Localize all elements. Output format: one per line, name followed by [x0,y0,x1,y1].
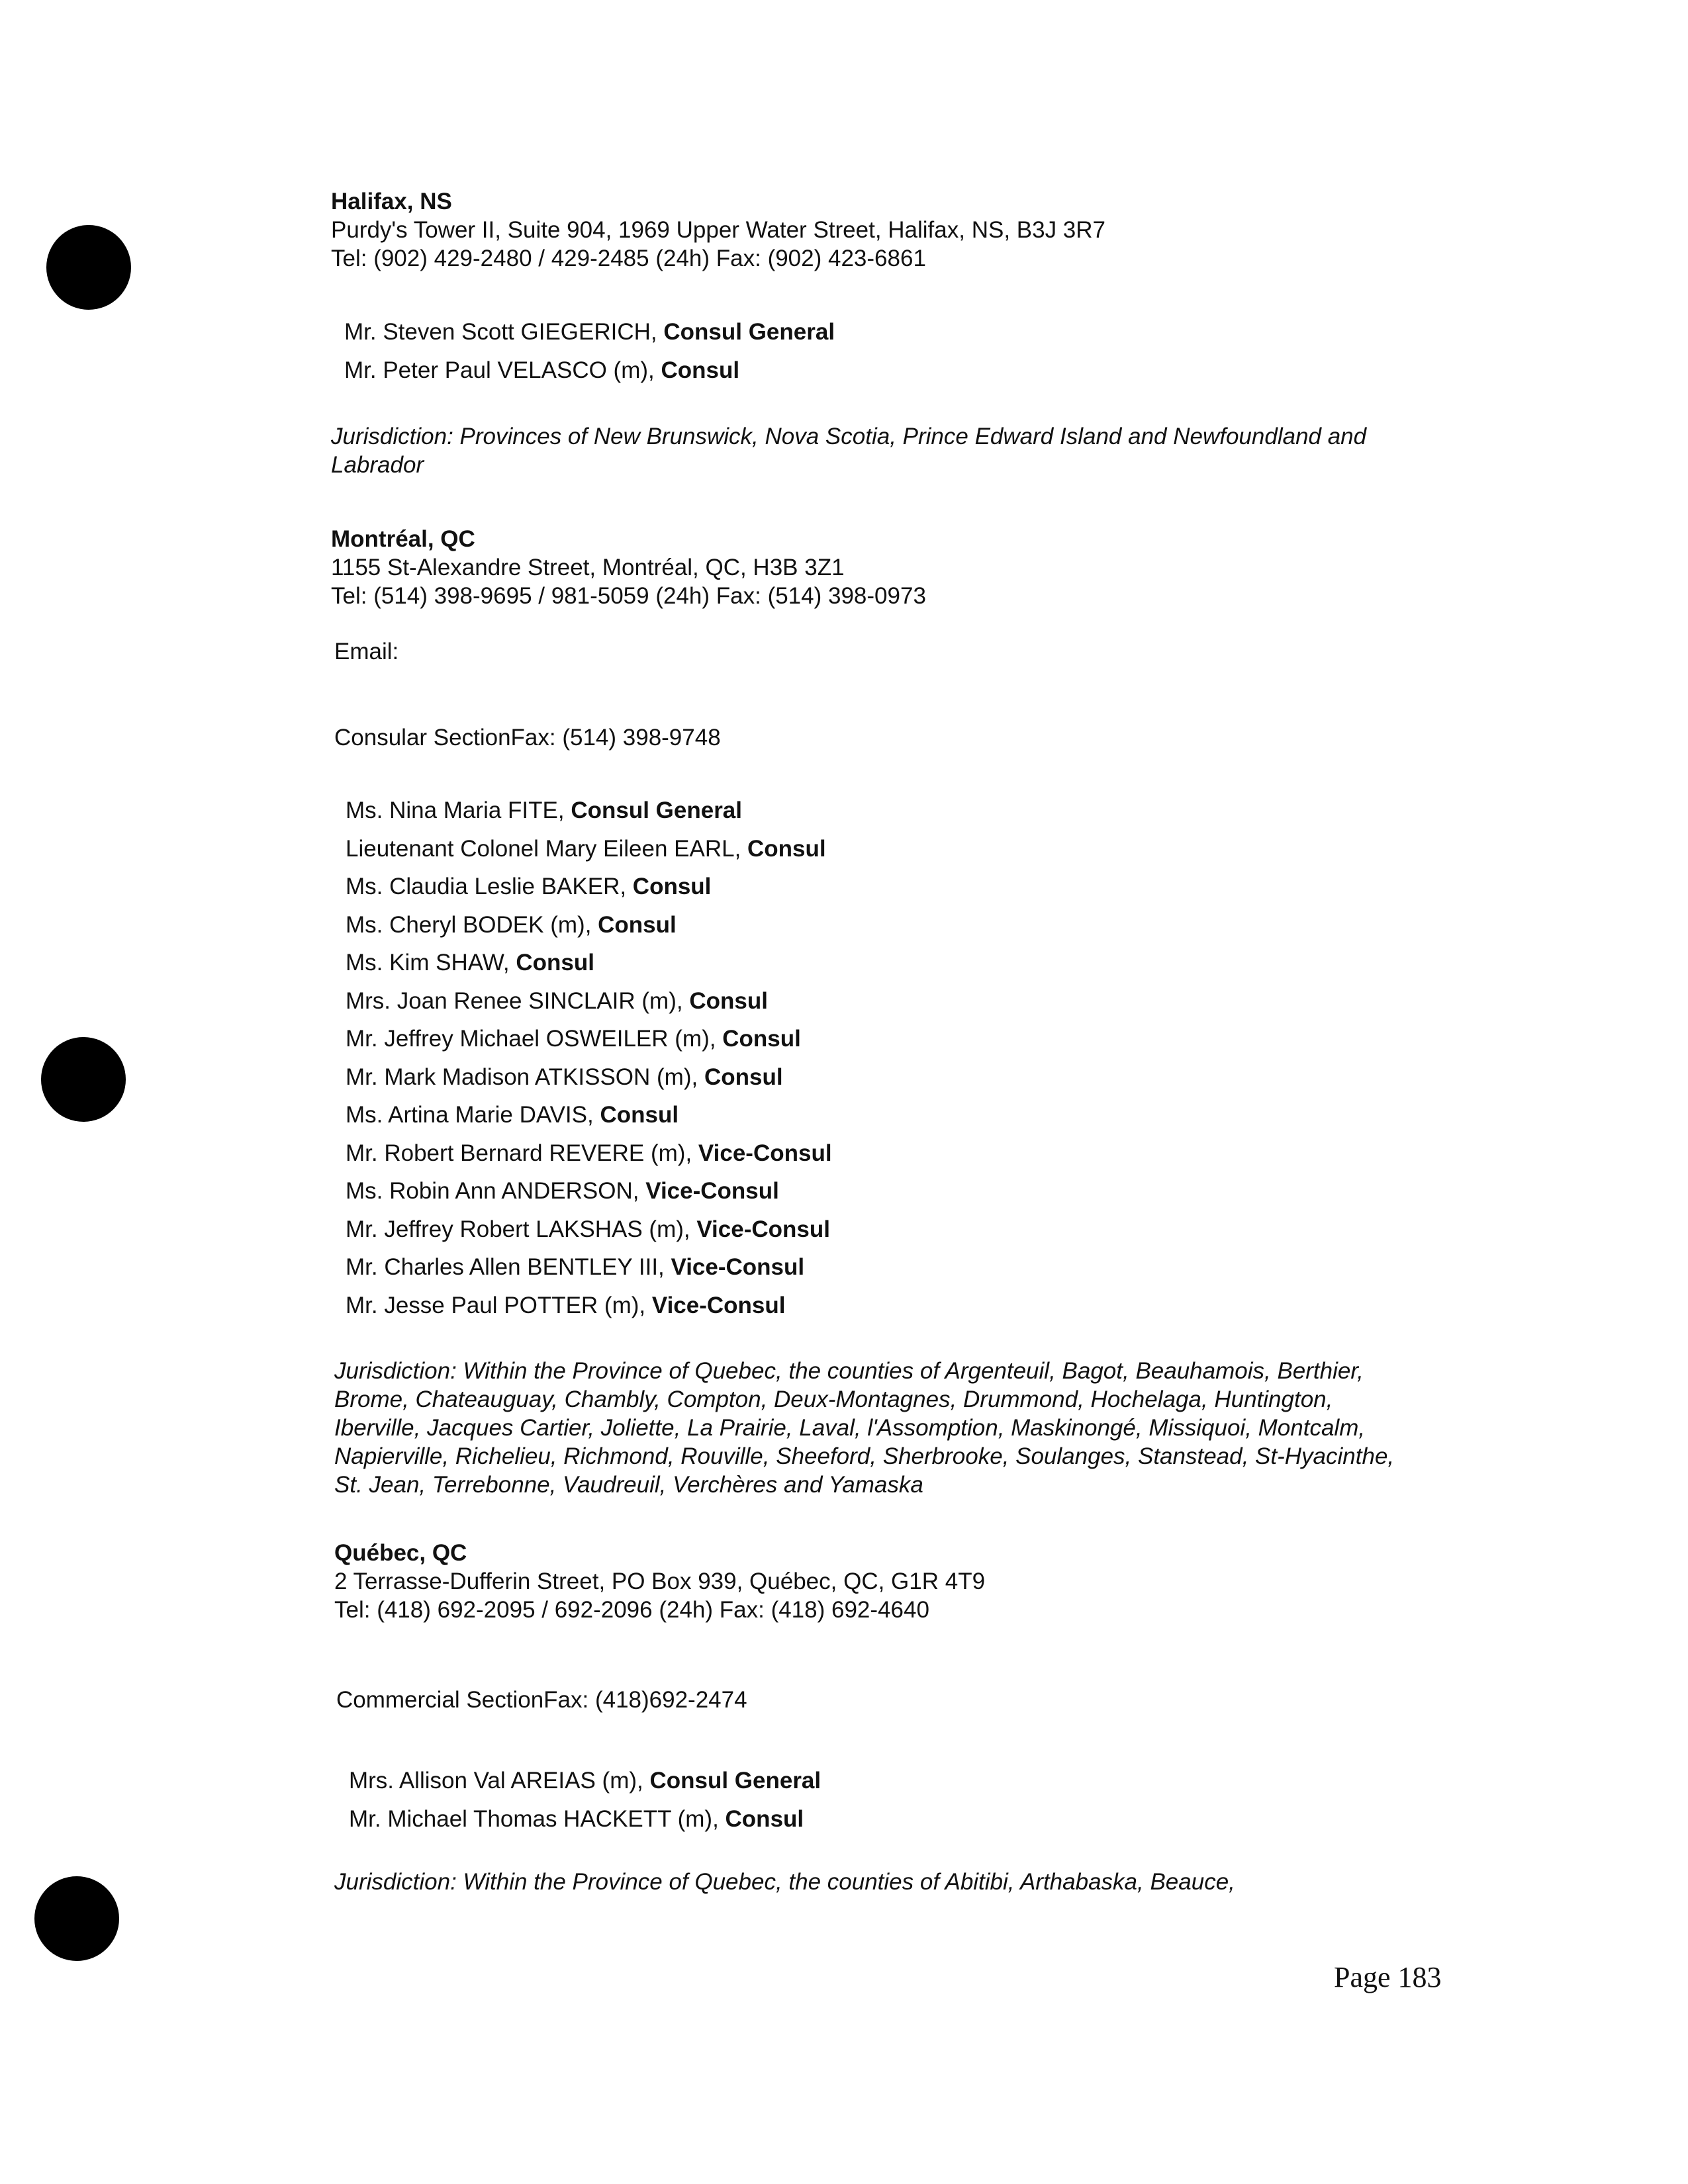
staff-member [346,792,832,830]
office-quebec-header [334,1539,985,1624]
staff-name: Mr. Charles Allen BENTLEY III, [346,1254,671,1280]
staff-title: Consul [516,950,594,976]
staff-name: Mrs. Joan Renee SINCLAIR (m), [346,987,690,1014]
office-email: Email: [334,639,399,664]
office-phone: Tel: (418) 692-2095 / 692-2096 (24h) Fax: (418) 692-4640 [334,1597,929,1623]
staff-title: Consul [600,1102,679,1128]
staff-title: Consul General [649,1768,821,1794]
office-phone: Tel: (514) 398-9695 / 981-5059 (24h) Fax: (514) 398-0973 [331,583,926,609]
staff-member [346,1020,832,1058]
jurisdiction-montreal: Jurisdiction: Within the Province of Quebec, the counties of Argenteuil, Bagot, Beauhamois, Berthier, Brome, Chateauguay, Chambly, Compton, Deux-Montagnes, Drummond, Hochelaga, Huntington, Iberville, Jacques Cartier, Joliette, La Prairie, Laval, l'Assomption, Maskinongé, Missiquoi, Montcalm, Napierville, Richelieu, Richmond, Rouville, Sheeford, Sherbrooke, Soulanges, Stanstead, St-Hyacinthe, St. Jean, Terrebonne, Vaudreuil, Verchères and Yamaska [334,1358,1395,1498]
staff-member [349,1762,821,1800]
staff-name: Lieutenant Colonel Mary Eileen EARL, [346,835,748,862]
staff-name: Ms. Kim SHAW, [346,950,516,976]
staff-name: Mr. Jeffrey Robert LAKSHAS (m), [346,1216,697,1242]
staff-title: Consul [725,1805,804,1832]
staff-title: Consul [704,1064,783,1090]
staff-name: Mr. Jeffrey Michael OSWEILER (m), [346,1026,723,1052]
office-title: Montréal, QC [331,526,475,552]
staff-list-halifax [344,313,835,389]
staff-member [346,1096,832,1134]
staff-member [346,830,832,868]
staff-name: Ms. Cheryl BODEK (m), [346,911,598,938]
staff-name: Mr. Peter Paul VELASCO (m), [344,357,661,383]
staff-list-quebec [349,1762,821,1838]
staff-member [344,351,835,390]
office-montreal-header [331,525,926,610]
staff-name: Mr. Jesse Paul POTTER (m), [346,1292,652,1318]
staff-member [346,982,832,1021]
office-address: Purdy's Tower II, Suite 904, 1969 Upper Water Street, Halifax, NS, B3J 3R7 [331,217,1106,243]
punch-hole-top [46,225,131,310]
staff-title: Vice-Consul [698,1140,832,1166]
staff-name: Mr. Robert Bernard REVERE (m), [346,1140,698,1166]
staff-title: Vice-Consul [651,1292,786,1318]
staff-title: Vice-Consul [671,1254,805,1280]
staff-member [346,1172,832,1210]
staff-member [346,868,832,906]
staff-title: Consul [632,874,712,899]
consular-section-fax: Consular SectionFax: (514) 398-9748 [334,725,721,751]
staff-member [346,906,832,944]
staff-title: Consul [747,835,826,862]
staff-member [344,313,835,351]
staff-member [346,1210,832,1249]
staff-title: Vice-Consul [696,1216,830,1242]
staff-member [349,1800,821,1839]
staff-title: Consul [689,987,768,1014]
staff-member [346,1287,832,1325]
office-address: 2 Terrasse-Dufferin Street, PO Box 939, Québec, QC, G1R 4T9 [334,1569,986,1594]
staff-title: Consul [598,911,677,938]
office-title: Halifax, NS [331,189,452,214]
staff-list-montreal [346,792,832,1324]
staff-name: Mrs. Allison Val AREIAS (m), [349,1768,650,1794]
jurisdiction-quebec: Jurisdiction: Within the Province of Quebec, the counties of Abitibi, Arthabaska, Beauce, [334,1869,1235,1895]
staff-member [346,1248,832,1287]
jurisdiction-halifax: Jurisdiction: Provinces of New Brunswick, Nova Scotia, Prince Edward Island and Newfoundland and Labrador [331,424,1367,478]
staff-title: Vice-Consul [645,1178,779,1204]
staff-member [346,1134,832,1173]
office-halifax-header [331,187,1105,273]
staff-name: Ms. Robin Ann ANDERSON, [346,1178,646,1204]
staff-name: Ms. Nina Maria FITE, [346,797,571,823]
staff-title: Consul [722,1026,801,1052]
staff-title: Consul General [663,319,835,345]
staff-member [346,1058,832,1097]
staff-name: Mr. Steven Scott GIEGERICH, [344,319,664,345]
staff-title: Consul General [571,797,742,823]
commercial-section-fax: Commercial SectionFax: (418)692-2474 [336,1687,747,1713]
staff-title: Consul [661,357,740,383]
staff-member [346,944,832,982]
office-phone: Tel: (902) 429-2480 / 429-2485 (24h) Fax: (902) 423-6861 [331,246,926,271]
punch-hole-bottom [34,1876,119,1961]
staff-name: Mr. Michael Thomas HACKETT (m), [349,1805,726,1832]
page-number: Page 183 [1334,1961,1442,1993]
punch-hole-middle [41,1037,126,1122]
office-title: Québec, QC [334,1540,467,1566]
staff-name: Ms. Claudia Leslie BAKER, [346,874,633,899]
office-address: 1155 St-Alexandre Street, Montréal, QC, H3B 3Z1 [331,555,845,580]
staff-name: Ms. Artina Marie DAVIS, [346,1102,600,1128]
staff-name: Mr. Mark Madison ATKISSON (m), [346,1064,704,1090]
